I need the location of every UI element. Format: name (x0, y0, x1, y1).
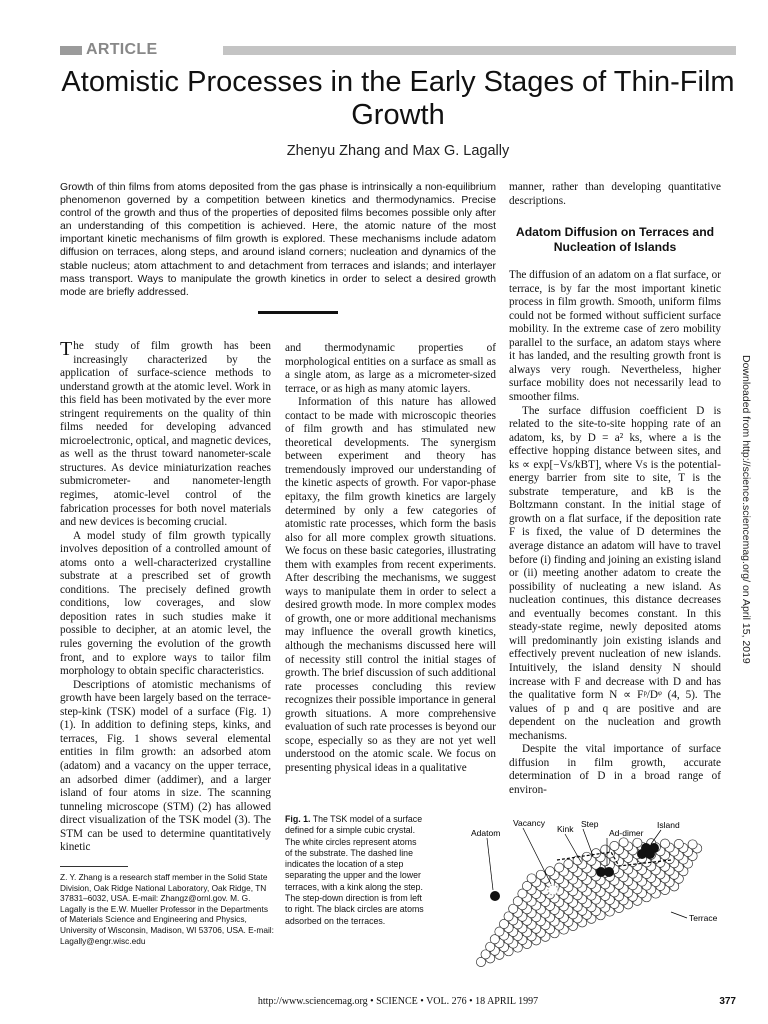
island-label: Island (657, 820, 680, 830)
paragraph: and thermodynamic properties of morphological entities on a surface as small as a single atom, as large as a micrometer-sized terrace, or as high as many atomic layers. (285, 342, 496, 395)
step-pointer (583, 829, 593, 856)
paragraph: A model study of film growth typically involves deposition of a controlled amount of atoms onto a well-characterized crystalline substrate at a prescribed set of growth conditions. The precisely defined growth conditions, low coverages, and slow deposition rates in such studies make it possible to decipher, at an atomic level, the rules governing the evolution of the growth front, and to explore ways to tailor film morphology to obtain specific characteristics. (60, 529, 271, 678)
substrate-atom (688, 840, 697, 849)
paragraph: Despite the vital importance of surface diffusion in film growth, accurate determination of D in a broad range of environ- (509, 743, 721, 796)
substrate-lattice (476, 838, 701, 967)
substrate-atom (582, 852, 591, 861)
paragraph (60, 340, 271, 530)
kink-label: Kink (557, 824, 574, 834)
paragraph: The diffusion of an adatom on a flat surface, or terrace, is by far the most important kinetic process in film growth. Smooth, uniform films could not be formed without sufficient surface mobility. In the extreme case of zero mobility parallel to the surface, an adatom stays where it has landed, and the resulting growth front is always very rough. Nevertheless, higher surface mobility does not necessarily lead to smoother films. (509, 269, 721, 404)
paragraph: Information of this nature has allowed contact to be made with microscopic theories of film growth and has stimulated new theoretical developments. The synergism between experiment and theory has tremendously improved our understanding of the kinetic aspects of growth. For vapor-phase epitaxy, the film growth kinetics are largely determined by only a few categories of atomistic rate processes, which form the basis also for all more complex growth situations. We focus on these basic categories, illustrating them with examples from recent experiments. After describing the mechanisms, we suggest ways to manipulate them in order to select a desired growth mode. In more complex modes of growth, one or more additional mechanisms may influence the overall growth kinetics, although the mechanisms discussed here will of necessity still control the initial stages of growth. The brief discussion of such additional rate processes concluding this review recognizes their possible importance in general growth situations. A more comprehensive evaluation of such rate processes is beyond our scope, especially so as they are not yet well understood on the atomic scale. We focus on presenting physical ideas in a qualitative (285, 396, 496, 774)
body-column-2 (285, 342, 496, 776)
substrate-atom (527, 874, 536, 883)
download-note (738, 355, 758, 685)
author-affiliation: Z. Y. Zhang is a research staff member in the Solid State Division, Oak Ridge National Laboratory, Oak Ridge, TN 37831–6032, USA. E-mail: Zhangz@ornl.gov. M. G. Lagally is the E.W. Mueller Professor in the Departments of Materials Science and Engineering and Physics, University of Wisconsin, Madison, WI 53706, USA. E-mail: Lagally@engr.wisc.edu (60, 872, 274, 946)
download-note-text: Downloaded from http://science.sciencemag.org/ on April 15, 2019 (740, 355, 752, 664)
figure-1 (285, 812, 735, 972)
section-bar-left (60, 46, 82, 55)
abstract-divider (258, 311, 338, 314)
body-column-3 (509, 181, 721, 797)
terrace-pointer (671, 912, 687, 918)
addimer-label: Ad-dimer (609, 828, 644, 838)
paragraph: Descriptions of atomistic mechanisms of growth have been largely based on the terrace-step-kink (TSK) model of a surface (Fig. 1) (1). In addition to defining steps, kinks, and terraces, Fig. 1 shows several elemental entities in film growth: an adsorbed atom (adatom) and a vacancy on the upper terrace, an adsorbed dimer (addimer), and a larger island of four atoms in size. The scanning tunneling microscope (STM) (2) has allowed direct visualization of the TSK model (3). The STM can be used to determine quantitatively kinetic (60, 678, 271, 854)
paragraph: The surface diffusion coefficient D is related to the site-to-site hopping rate of an adatom, ks, by D = a² ks, where a is the effective hopping distance between sites, and ks ∝ exp[−Vs/kBT], where Vs is the potential-energy barrier from site to site, T is the substrate temperature, and kB is the Boltzmann constant. In the initial stage of growth on a flat surface, if the deposition rate F is fixed, the value of D determines the average distance an adatom will have to travel before (i) finding and joining an existing island or (ii) meeting another adatom to create the possibility of nucleating a new island. As nucleation continues, this distance decreases and eventually becomes constant. In this steady-state regime, newly deposited atoms will predominantly join existing islands and effectively prevent nucleation of new islands. Intuitively, the island density N should increase with F and decrease with D and has the qualitative form N ∝ Fᵖ/Dᵠ (4, 5). The values of p and q are positive and are dependent on the nucleation and growth mechanisms. (509, 404, 721, 742)
terrace-label: Terrace (689, 913, 718, 923)
section-header (60, 40, 736, 60)
figure-label: Fig. 1. (285, 814, 311, 824)
substrate-atom (610, 841, 619, 850)
adatom-pointer (487, 838, 493, 890)
island-atom (645, 849, 655, 859)
substrate-atom (564, 859, 573, 868)
paragraph-text: he study of film growth has been increasingly characterized by the application of surface-science methods to understand growth at the atomic level. Work in this field has been motivated by the ever more stringent requirements on the quality of thin films needed for developing advanced microelectronic, optical, and magnetic devices, as well as the thrust toward nanometer-scale structures. As device miniaturization reaches submicrometer- and nanometer-length regimes, atomic-level control of the fabrication processes for both novel materials and new devices is becoming crucial. (60, 340, 271, 529)
island-pointer (651, 830, 661, 844)
footnote-divider (60, 866, 128, 867)
substrate-atom (536, 870, 545, 879)
paragraph: manner, rather than developing quantitative descriptions. (509, 181, 721, 207)
abstract: Growth of thin films from atoms deposited from the gas phase is intrinsically a non-equilibrium phenomenon governed by a competition between kinetics and thermodynamics. Precise control of the growth and thus of the properties of deposited films becomes possible only after an understanding of this competition is achieved. Here, the atomic nature of the most important kinetic mechanisms of film growth is explored. These mechanisms include adatom diffusion on terraces, along steps, and around island corners; nucleation and dynamics of the stable nucleus; atom attachment to and detachment from terraces and islands; and interlayer mass transport. Ways to manipulate the growth kinetics in order to select a desired growth mode are briefly addressed. (60, 182, 496, 298)
substrate-atom (674, 839, 683, 848)
figure-caption-text: The TSK model of a surface defined for a simple cubic crystal. The white circles represent atoms of the substrate. The dashed line indicates the location of a step separating the upper and the lower terraces, with a kink along the step. The step-down direction is from left to right. The black circles are atoms adsorbed on the terraces. (285, 814, 424, 926)
article-authors: Zhenyu Zhang and Max G. Lagally (286, 143, 510, 159)
page-footer (60, 996, 736, 1010)
section-label: ARTICLE (86, 41, 158, 58)
substrate-atom (545, 867, 554, 876)
journal-citation: http://www.sciencemag.org • SCIENCE • VOL. 276 • 18 APRIL 1997 (257, 996, 539, 1007)
adatom-label: Adatom (471, 828, 501, 838)
section-subheading: Adatom Diffusion on Terraces and Nucleation of Islands (515, 225, 715, 255)
adatom-atom (490, 891, 500, 901)
figure-caption (285, 814, 425, 927)
article-title: Atomistic Processes in the Early Stages of Thin-Film Growth (61, 66, 735, 131)
substrate-atom (660, 839, 669, 848)
vacancy-site (548, 885, 558, 895)
addimer-atom (604, 867, 614, 877)
page-number: 377 (719, 996, 736, 1007)
substrate-atom (555, 863, 564, 872)
body-column-1 (60, 340, 271, 855)
section-bar-right (223, 46, 736, 55)
step-label: Step (581, 819, 599, 829)
drop-cap: T (60, 338, 73, 360)
substrate-atom (633, 838, 642, 847)
vacancy-label: Vacancy (513, 818, 545, 828)
tsk-model-diagram (461, 812, 733, 970)
substrate-atom (619, 838, 628, 847)
